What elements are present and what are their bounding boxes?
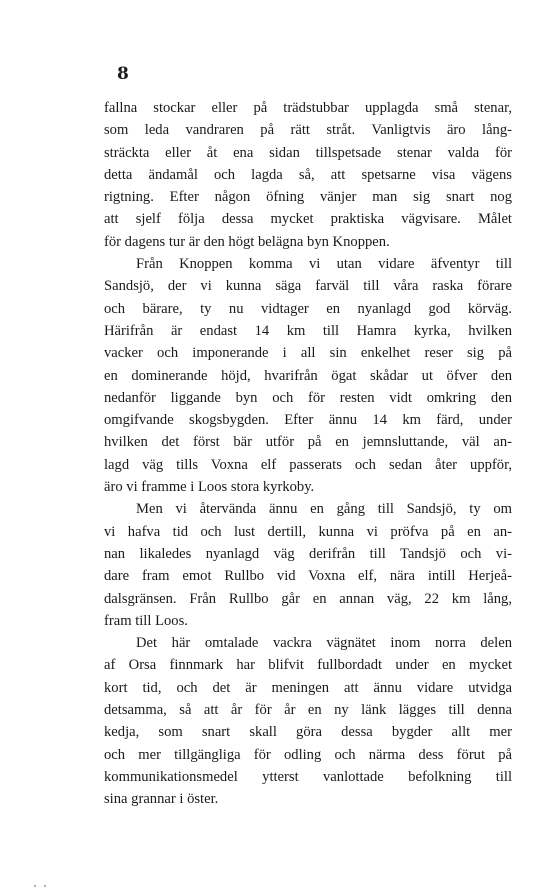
text-line: sträckta eller åt ena sidan tillspetsade stenar valda för [104,144,512,161]
print-speck [44,885,46,887]
text-line: omgifvande skogsbygden. Efter ännu 14 km färd, under [104,412,512,429]
text-line: af Orsa finnmark har blifvit fullbordadt under en mycket [104,657,512,674]
text-line: en dominerande höjd, hvarifrån ögat skådar ut öfver den [104,367,512,384]
text-line: dalsgränsen. Från Rullbo går en annan väg, 22 km lång, [104,590,512,607]
text-line: lagd väg tills Voxna elf passerats och sedan åter uppför, [104,456,512,473]
text-line: sina grannar i öster. [104,791,219,808]
text-line: Sandsjö, der vi kunna säga farväl till våra raska förare [104,278,512,295]
paragraph-4 [104,632,512,810]
body-text [104,97,512,811]
text-line: att sjelf följa dessa mycket praktiska vägvisare. Målet [104,211,512,228]
text-line: kommunikationsmedel ytterst vanlottade befolkning till [104,768,512,785]
text-line: dare fram emot Rullbo vid Voxna elf, nära intill Herjeå- [104,568,512,585]
paragraph-2 [104,253,512,498]
text-line: vacker och imponerande i all sin enkelhet reser sig på [104,345,512,362]
text-line: och bärare, ty nu vidtager en nyanlagd god körväg. [104,300,512,317]
text-line: fram till Loos. [104,612,188,629]
text-line: fallna stockar eller på trädstubbar upplagda små stenar, [104,100,512,116]
text-line: nan likaledes nyanlagd väg derifrån till Tandsjö och vi- [104,545,512,562]
text-line: äro vi framme i Loos stora kyrkoby. [104,479,315,496]
text-line: Från Knoppen komma vi utan vidare äfventyr till [136,256,512,273]
text-line: kedja, som snart skall göra dessa bygder allt mer [104,724,512,741]
text-line: för dagens tur är den högt belägna byn Knoppen. [104,233,390,250]
text-line: Härifrån är endast 14 km till Hamra kyrka, hvilken [104,322,512,339]
text-line: Det här omtalade vackra vägnätet inom norra delen [136,635,512,652]
text-line: detta ändamål och lagda så, att spetsarne visa vägens [104,166,512,183]
page-number: 8 [117,64,129,84]
paragraph-1 [104,97,512,253]
text-line: hvilken det först bär utför på en jemnsluttande, väl an- [104,434,512,451]
text-line: detsamma, så att år för år en ny länk lägges till denna [104,702,512,719]
text-line: rigtning. Efter någon öfning vänjer man sig snart nog [104,189,512,206]
print-speck [34,885,36,887]
text-line: nedanför liggande byn och för resten vidt omkring den [104,389,512,406]
text-line: och mer tillgängliga för odling och närma dess förut på [104,746,512,763]
text-line: Men vi återvända ännu en gång till Sandsjö, ty om [136,501,512,518]
text-line: kort tid, och det är meningen att ännu vidare utvidga [104,679,512,696]
text-line: vi hafva tid och lust dertill, kunna vi pröfva på en an- [104,523,512,540]
paragraph-3 [104,498,512,632]
text-line: som leda vandraren på rätt stråt. Vanligtvis äro lång- [104,122,512,139]
